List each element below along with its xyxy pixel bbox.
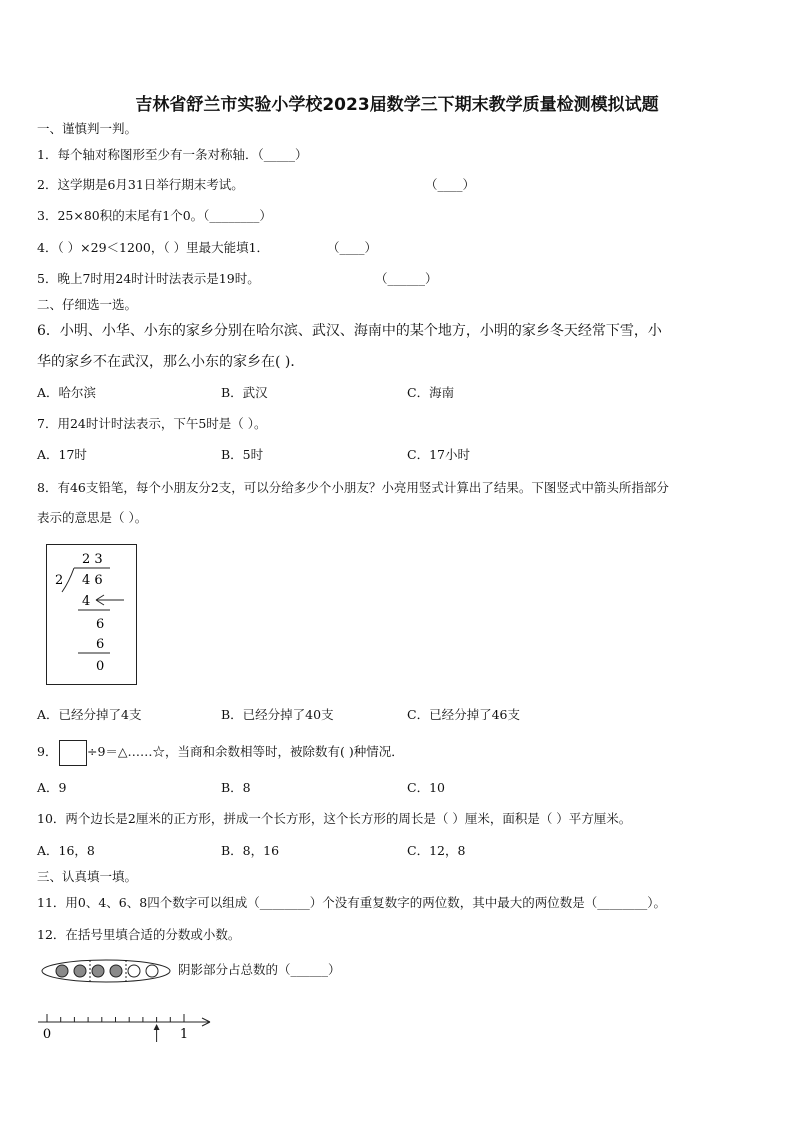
question-6-option-a: A．哈尔滨 [37, 385, 97, 400]
shaded-circle [74, 965, 86, 977]
question-5-blank: （______） [375, 271, 438, 286]
question-4-blank: （____） [327, 240, 378, 255]
question-12: 12．在括号里填合适的分数或小数。 [37, 927, 241, 942]
number-line-start-label: 0 [42, 1027, 52, 1042]
number-line-end-label: 1 [179, 1027, 189, 1042]
section-1-heading: 一、谨慎判一判。 [37, 121, 138, 136]
question-8-option-c: C．已经分掉了46支 [407, 707, 520, 722]
question-2-blank: （____） [425, 177, 476, 192]
question-6-line-1: 6．小明、小华、小东的家乡分别在哈尔滨、武汉、海南中的某个地方，小明的家乡冬天经常下雪，小 [37, 323, 662, 339]
section-2-heading: 二、仔细选一选。 [37, 297, 138, 312]
question-12-figure-label: 阴影部分占总数的（______） [178, 962, 341, 977]
question-11: 11．用0、4、6、8四个数字可以组成（________）个没有重复数字的两位数，其中最大的两位数是（________）。 [37, 895, 666, 910]
question-10: 10．两个边长是2厘米的正方形，拼成一个长方形，这个长方形的周长是（ ）厘米，面积是（ ）平方厘米。 [37, 811, 632, 826]
question-6-option-b: B．武汉 [221, 385, 268, 400]
question-7-option-c: C．17小时 [407, 447, 470, 462]
question-8-line-2: 表示的意思是（ ）。 [37, 510, 148, 525]
number-line-figure [38, 1008, 218, 1044]
question-4: 4．（ ）×29＜1200，（ ）里最大能填1． [37, 240, 270, 255]
question-10-option-a: A．16，8 [37, 843, 95, 858]
question-7-option-a: A．17时 [37, 447, 87, 462]
shaded-circle [110, 965, 122, 977]
division-final: 0 [96, 659, 105, 674]
division-quotient: 2 3 [82, 552, 103, 567]
question-6-option-c: C．海南 [407, 385, 455, 400]
question-10-option-c: C．12，8 [407, 843, 466, 858]
circles-figure [40, 957, 172, 985]
empty-circle [146, 965, 158, 977]
question-9-number: 9． [37, 744, 58, 759]
question-7-option-b: B．5时 [221, 447, 264, 462]
question-10-option-b: B．8，16 [221, 843, 280, 858]
question-8-line-1: 8．有46支铅笔，每个小朋友分2支，可以分给多少个小朋友？小亮用竖式计算出了结果。下图竖式中箭头所指部分 [37, 480, 669, 495]
question-5: 5．晚上7时用24时计时法表示是19时。 [37, 271, 260, 286]
question-2: 2．这学期是6月31日举行期末考试。 [37, 177, 244, 192]
long-division-figure [46, 544, 138, 686]
shaded-circle [92, 965, 104, 977]
division-divisor: 2 [55, 573, 64, 588]
question-8-option-b: B．已经分掉了40支 [221, 707, 334, 722]
question-1: 1．每个轴对称图形至少有一条对称轴．（_____） [37, 147, 308, 162]
arrow-up-icon [154, 1024, 160, 1030]
page-title: 吉林省舒兰市实验小学校2023届数学三下期末教学质量检测模拟试题 [135, 95, 659, 115]
question-8-option-a: A．已经分掉了4支 [37, 707, 142, 722]
dividend-box [59, 740, 87, 766]
question-9-option-a: A．9 [37, 780, 67, 795]
question-3: 3．25×80积的末尾有1个0。（________） [37, 208, 272, 223]
question-9-option-c: C．10 [407, 780, 445, 795]
empty-circle [128, 965, 140, 977]
division-step-1: 4 [82, 594, 91, 609]
division-dividend: 4 6 [82, 573, 103, 588]
division-step-2: 6 [96, 637, 105, 652]
question-7: 7．用24时计时法表示，下午5时是（ ）。 [37, 416, 267, 431]
section-3-heading: 三、认真填一填。 [37, 869, 138, 884]
question-9-option-b: B．8 [221, 780, 251, 795]
question-9: ÷9＝△……☆，当商和余数相等时，被除数有( )种情况． [87, 744, 404, 759]
question-6-line-2: 华的家乡不在武汉，那么小东的家乡在( )． [37, 354, 305, 370]
shaded-circle [56, 965, 68, 977]
division-remainder-1: 6 [96, 617, 105, 632]
